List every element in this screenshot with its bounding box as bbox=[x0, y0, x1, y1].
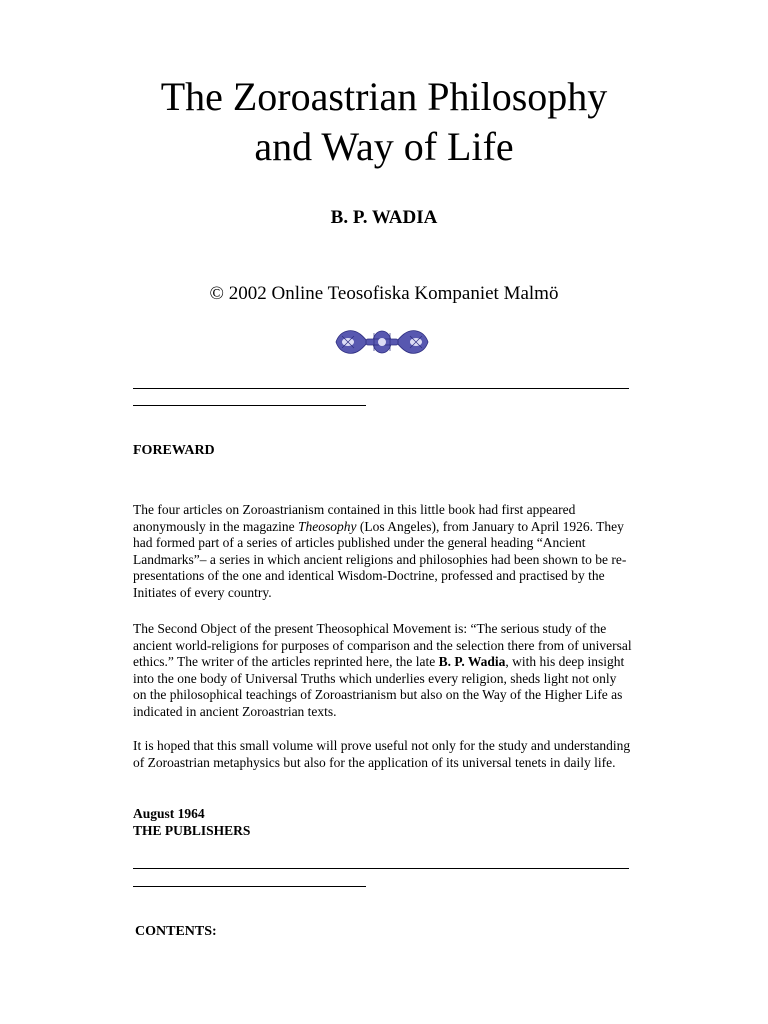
divider-line bbox=[133, 886, 366, 887]
foreword-paragraph-3: It is hoped that this small volume will prove useful not only for the study and understanding of Zoroastrian metaphysics but also for the application of its universal tenets in daily life. bbox=[133, 738, 631, 770]
foreword-date: August 1964 bbox=[133, 806, 205, 821]
divider-line bbox=[133, 388, 629, 389]
magazine-title: Theosophy bbox=[297, 518, 357, 534]
foreword-heading: FOREWARD bbox=[133, 443, 215, 458]
divider-line bbox=[133, 405, 366, 406]
divider-line bbox=[133, 868, 629, 869]
foreword-paragraph-2: The Second Object of the present Theosophical Movement is: “The serious study of the ancient world-religions for purposes of comparison and the selection there from of universal ethics.” The writer of the articles reprinted here, the late B. P. Wadia, with his deep insight into the one body of Universal Truths which underlies every religion, sheds light not only on the philosophical teachings of Zoroastrianism but also on the Way of the Higher Life as indicated in ancient Zoroastrian texts. bbox=[133, 621, 632, 719]
author-reference: B. P. Wadia bbox=[438, 654, 506, 669]
foreword-paragraph-1: The four articles on Zoroastrianism contained in this little book had first appeared anonymously in the magazine Theosophy (Los Angeles), from January to April 1926. They had formed part of a series of articles published under the general heading “Ancient Landmarks”– a series in which ancient religions and philosophies had been shown to be re-presentations of the one and identical Wisdom-Doctrine, professed and practised by the Initiates of every country. bbox=[133, 502, 627, 600]
title-line-1: The Zoroastrian Philosophy bbox=[160, 74, 608, 119]
title-line-2: and Way of Life bbox=[254, 124, 514, 169]
author-name: B. P. WADIA bbox=[330, 207, 438, 228]
document-title bbox=[0, 72, 768, 172]
ornamental-vajra-icon bbox=[330, 322, 434, 362]
foreword-publishers: THE PUBLISHERS bbox=[133, 823, 251, 838]
copyright-notice: © 2002 Online Teosofiska Kompaniet Malmö bbox=[209, 283, 559, 304]
foreword-signoff bbox=[133, 805, 250, 839]
contents-heading: CONTENTS: bbox=[135, 924, 217, 939]
